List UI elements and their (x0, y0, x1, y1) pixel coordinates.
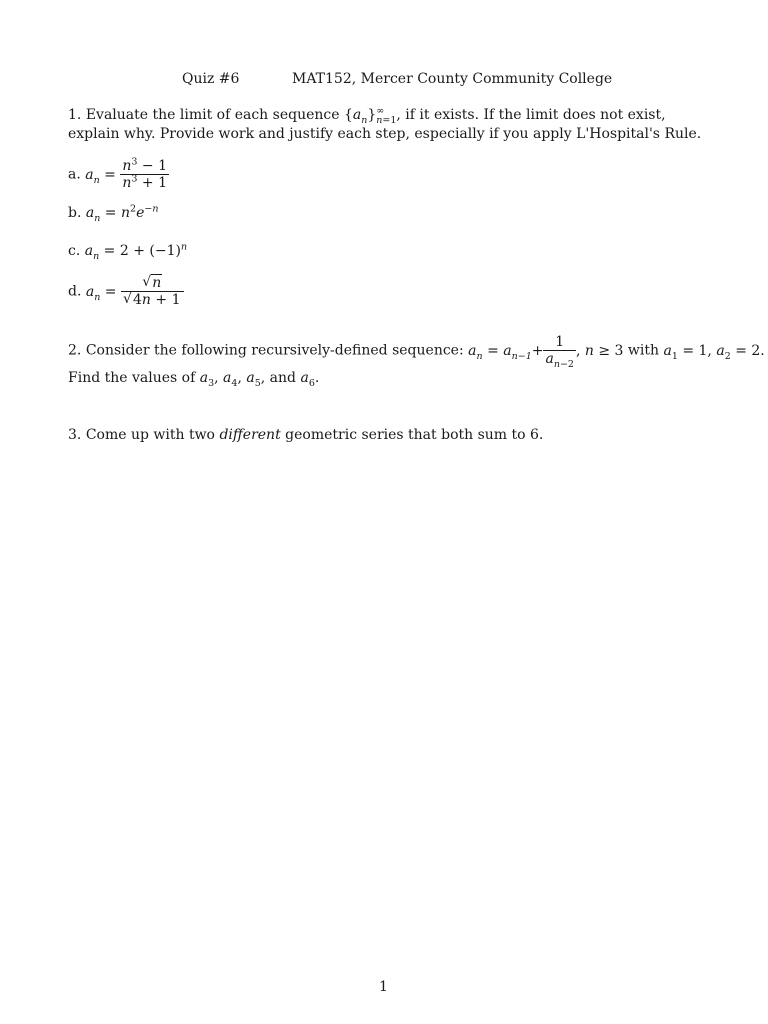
q1-intro-b: , if it exists. If the limit does not exist, explain why. Provide work and justify each step, especially if you apply L'Hospital's Rule. (68, 107, 702, 142)
page-number: 1 (379, 979, 388, 995)
requested-terms: $a_3$, $a_4$, $a_5$ (199, 370, 261, 389)
q2-line2-b: , and (260, 370, 296, 386)
part-c-formula: $a_n = 2 + (-1)^n$ (84, 241, 188, 262)
course-title: MAT152, Mercer County Community College (292, 71, 613, 87)
part-b (68, 203, 159, 224)
initial-conditions: $a_1 = 1$, $a_2 = 2$. (663, 342, 765, 362)
part-label: d. (68, 283, 82, 300)
part-label: b. (68, 205, 82, 221)
part-label: c. (68, 243, 81, 259)
part-label: a. (68, 166, 81, 183)
question-2-line-2 (68, 370, 320, 389)
question-1-text (68, 106, 708, 144)
part-d (68, 275, 184, 308)
q2-text-b: with (627, 342, 660, 359)
part-b-formula: $a_n = n^2e^{-n}$ (85, 203, 159, 224)
q2-line2-a: Find the values of (68, 370, 196, 386)
part-a-formula: $a_n$ = $\frac{n^3 - 1}{n^3 + 1}$ (85, 156, 167, 192)
part-d-formula: $a_n$ = √ n √ 4n + 1 (86, 284, 184, 300)
q3-text-a: Come up with two (85, 427, 215, 443)
q2-text-a: Consider the following recursively-defined sequence: (85, 342, 464, 359)
last-term: $a_6$. (300, 370, 320, 389)
recurrence-formula: $a_n = a_{n-1}+$ $\frac{1}{a_{n-2}}$ , n ≥ 3 (468, 334, 628, 370)
question-3 (68, 427, 543, 443)
question-2-line-1 (68, 334, 765, 370)
q3-emphasis: different (219, 427, 281, 443)
sequence-notation: $\{a_n\}^\infty_{n=1}$ (343, 105, 397, 126)
part-c (68, 241, 188, 262)
part-a (68, 158, 169, 191)
question-number: 2. (68, 342, 82, 359)
q1-intro-a: Evaluate the limit of each sequence (85, 107, 340, 123)
q3-text-b: geometric series that both sum to 6. (285, 427, 544, 443)
question-number: 1. (68, 107, 82, 123)
question-number: 3. (68, 427, 82, 443)
quiz-title: Quiz #6 (182, 71, 240, 87)
